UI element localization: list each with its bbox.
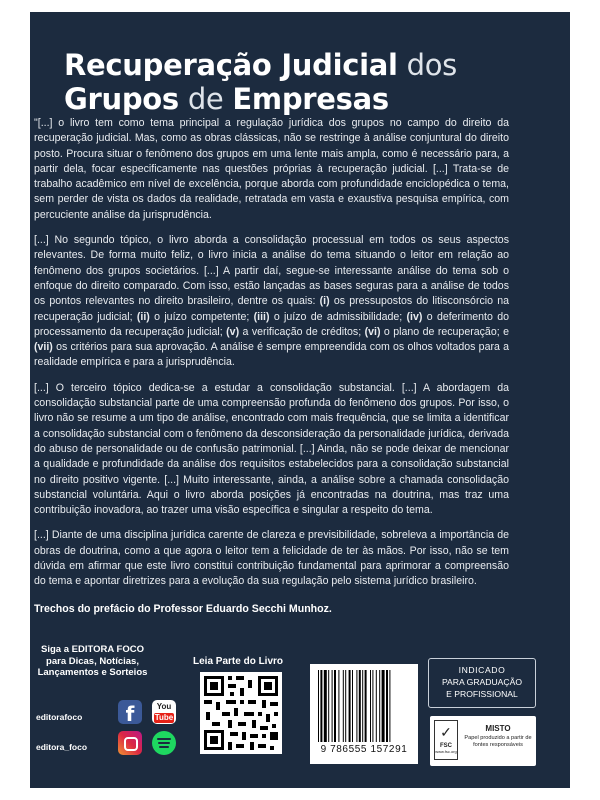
isbn-barcode (310, 664, 418, 764)
qr-code-graphic (200, 672, 282, 754)
barcode-bar (334, 670, 336, 742)
spotify-wave-1 (157, 738, 171, 740)
facebook-icon[interactable] (118, 700, 142, 724)
spotify-icon[interactable] (152, 731, 176, 755)
barcode-bar (320, 670, 322, 742)
social-line-2: para Dicas, Notícias, (46, 655, 139, 667)
youtube-you: You (156, 702, 172, 711)
paragraph-4: [...] Diante de uma disciplina jurídica carente de clareza e previsibilidade, sobreleva a importância de obras de doutrina, como a que agora o leitor tem a felicidade de ter às mãos. Por isso, não se tem dúvida em afirmar que este livro constitui contribuição fundamental para aprimorar a compreensão do tema e apontar diretrizes para a evolução da sua regulação pelo sistema jurídico brasileiro. (34, 529, 509, 588)
social-headline (30, 644, 155, 679)
p2-item-vii: (vii) (34, 341, 53, 354)
fsc-mark: MISTO (485, 724, 511, 733)
title-line2-bold-a: Grupos (64, 82, 179, 116)
barcode-bar (349, 670, 351, 742)
barcode-bars (316, 670, 412, 742)
p2-item-v: (v) (226, 325, 240, 338)
p2-item-vi: (vi) (364, 325, 381, 338)
p2-item-iv: (iv) (406, 310, 423, 323)
p2-text-1: [...] No segundo tópico, o livro aborda a consolidação processual em todos os seus aspectos relevantes. De forma muito feliz, o livro inicia a análise do tema situando o leitor em relação ao fenômeno dos grupos societários. [...] A partir daí, segue-se interessante análise do tema sob o enfoque do direito comparado. Com isso, estão lançadas as bases seguras para a análise de todos os pontos relevantes no direito brasileiro, dentre os quais: (34, 234, 509, 308)
p2-text-4: o juízo de admissibilidade; (269, 310, 407, 323)
p2-item-iii: (iii) (253, 310, 270, 323)
p2-text-2: os pressupostos do litisconsórcio na recuperação judicial; (34, 295, 509, 323)
barcode-bar (359, 670, 361, 742)
barcode-bar (318, 670, 319, 742)
barcode-bar (372, 670, 373, 742)
barcode-bar (338, 670, 339, 742)
fsc-text: Papel produzido a partir de fontes responsáveis (464, 735, 532, 748)
badge-line-2: PARA GRADUAÇÃO (441, 677, 523, 687)
title-line1-bold: Recuperação Judicial (64, 48, 398, 82)
barcode-bar (352, 670, 353, 742)
preface-excerpt (34, 116, 509, 627)
barcode-bar (370, 670, 371, 742)
book-title (64, 48, 544, 116)
tree-icon: ✓ (440, 724, 452, 740)
p2-text-5: o deferimento do processamento da recuperação judicial; (34, 310, 509, 338)
spotify-wave-3 (159, 746, 169, 748)
social-line-3: Lançamentos e Sorteios (37, 667, 148, 679)
barcode-bar (386, 670, 388, 742)
indicado-badge (428, 658, 536, 708)
badge-line-1: INDICADO (458, 665, 506, 675)
handle-editorafoco: editorafoco (36, 712, 83, 722)
p2-item-i: (i) (319, 295, 330, 308)
handle-editora-foco: editora_foco (36, 742, 88, 752)
p2-text-8: os critérios para sua aprovação. A análise é sempre empreendida com os olhos voltados para a realidade empírica e para a jurisprudência. (34, 341, 509, 369)
qr-label: Leia Parte do Livro (193, 656, 284, 667)
title-line1-light: dos (406, 48, 457, 82)
barcode-bar (345, 670, 346, 742)
youtube-icon[interactable] (152, 700, 176, 724)
title-line2-bold-b: Empresas (232, 82, 389, 116)
youtube-tube: Tube (154, 713, 174, 722)
preface-signature: Trechos do prefácio do Professor Eduardo Secchi Munhoz. (34, 602, 332, 615)
barcode-bar (362, 670, 363, 742)
fsc-seal (430, 716, 536, 766)
barcode-bar (376, 670, 377, 742)
barcode-bar (365, 670, 367, 742)
title-line2-light: de (187, 82, 224, 116)
social-line-1: Siga a EDITORA FOCO (41, 644, 144, 655)
barcode-bar (324, 670, 327, 742)
instagram-icon[interactable] (118, 731, 142, 755)
p2-text-6: a verificação de créditos; (239, 325, 365, 338)
barcode-bar (379, 670, 380, 742)
barcode-bar (356, 670, 357, 742)
paragraph-2 (34, 233, 509, 371)
p2-text-3: o juízo competente; (149, 310, 254, 323)
isbn-number: 9 786555 157291 (320, 744, 408, 755)
barcode-bar (343, 670, 344, 742)
spotify-wave-2 (158, 742, 170, 744)
paragraph-1: "[...] o livro tem como tema principal a regulação jurídica dos grupos no campo do direito da recuperação judicial. Mas, como as obras clássicas, não se restringe à análise conjuntural do direito posto. Procura situar o fenômeno dos grupos em uma lente mais ampla, como é necessário para, a partir dela, focar especificamente nas questões próprias à recuperação judicial. [...] Trata-se de trabalho acadêmico em nível de excelência, porque aborda com profundidade enciclopédica o tema, sem perder de vista os dados da realidade, retratada em vasta e exaustiva pesquisa empírica, com percuciente análise da jurisprudência. (34, 117, 509, 221)
p2-text-7: o plano de recuperação; e (380, 325, 509, 338)
barcode-bar (332, 670, 333, 742)
fsc-logo-url: www.fsc.org (435, 749, 457, 754)
fsc-logo-text: FSC (440, 743, 452, 749)
barcode-bar (389, 670, 390, 742)
fsc-logo (434, 720, 458, 760)
barcode-bar (328, 670, 329, 742)
paragraph-3: [...] O terceiro tópico dedica-se a estudar a consolidação substancial. [...] A abordagem da consolidação substancial parte de uma compreensão profunda do fenômeno dos grupos. Por isso, o livro não se resume a um tipo de análise, encontrado com mais frequência, que se limita a identificar a consolidação substancial com o fenômeno da desconsideração da personalidade jurídica, derivada do abuso de personalidade ou de confusão patrimonial. [...] Ainda, não se pode deixar de mencionar a qualidade e profundidade da análise dos requisitos estabelecidos para a consolidação substancial no direito positivo vigente. [...] Muito interessante, ainda, a análise sobre a chamada consolidação substancial voluntária. Aqui o livro aborda posições já encontradas na doutrina, mas traz uma contribuição inovadora, ao trazer uma visão específica e singular a respeito do tema. (34, 381, 509, 517)
qr-code[interactable] (200, 672, 282, 754)
facebook-letter: f (125, 702, 135, 726)
barcode-bar (382, 670, 385, 742)
badge-line-3: E PROFISSIONAL (446, 689, 518, 699)
p2-item-ii: (ii) (136, 310, 150, 323)
